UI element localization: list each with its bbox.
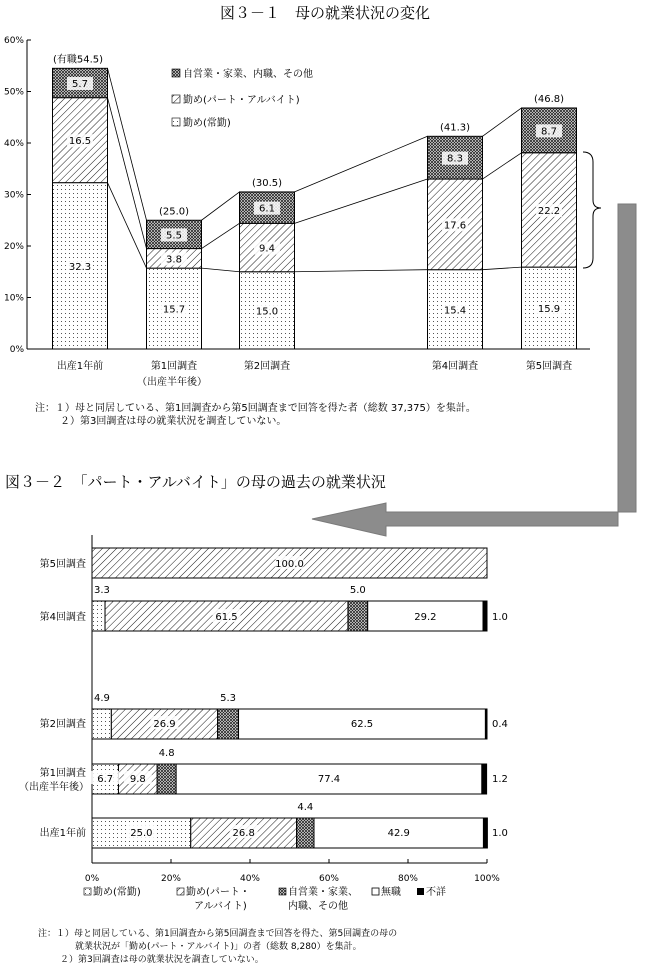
legend2-swatch-fulltime <box>84 888 91 895</box>
legend2-label-unknown: 不詳 <box>426 887 446 898</box>
connector-line <box>483 267 522 270</box>
value-label: 32.3 <box>68 261 92 273</box>
category-label: 第1回調査 <box>39 768 86 779</box>
legend1-label-fulltime: 勤め(常勤) <box>183 118 231 129</box>
y-tick-label: 40% <box>3 139 24 149</box>
chart1-note-1: 注：１）母と同居している、第1回調査から第5回調査まで回答を得た者（総数 37,375）を集計。 <box>35 403 476 414</box>
legend2-label-self-employed-2: 内職、その他 <box>288 901 348 912</box>
value-label: 15.0 <box>255 306 279 318</box>
legend2-label-part-time-1: 勤め(パート・ <box>186 887 250 898</box>
bar-segment <box>482 764 487 794</box>
x-tick-label: 80% <box>397 874 419 884</box>
legend2-swatch-unknown <box>417 888 424 895</box>
value-label: 25.0 <box>130 828 153 839</box>
legend1-label-self-employed: 自営業・家業、内職、その他 <box>183 69 313 80</box>
value-label-above: 5.0 <box>349 585 366 596</box>
legend2-label-fulltime: 勤め(常勤) <box>93 887 141 898</box>
value-label-outside: 1.2 <box>492 774 508 785</box>
legend2-swatch-part-time <box>177 888 184 895</box>
value-label: 6.1 <box>259 203 275 215</box>
value-label: 9.4 <box>259 243 275 255</box>
value-label: 15.9 <box>537 304 561 316</box>
total-label: (有職54.5) <box>52 54 104 66</box>
value-label: 26.9 <box>153 719 176 730</box>
value-label-outside: 0.4 <box>492 719 508 730</box>
bar-segment <box>92 601 105 631</box>
value-label: 6.7 <box>97 774 114 785</box>
value-label: 22.2 <box>537 205 561 217</box>
value-label: 29.2 <box>414 612 437 623</box>
value-label-above: 5.3 <box>220 693 237 704</box>
chart1-bars <box>53 68 577 349</box>
value-label: 3.8 <box>166 254 182 266</box>
value-label-above: 3.3 <box>94 585 110 596</box>
brace-icon <box>583 152 601 268</box>
value-label: 77.4 <box>317 774 341 785</box>
connector-line <box>202 223 240 248</box>
chart1-legend <box>172 67 313 129</box>
y-tick-label: 10% <box>3 293 24 304</box>
category-label: 第2回調査 <box>39 719 86 730</box>
x-tick-label: 第1回調査 <box>150 361 198 372</box>
value-label-above: 4.4 <box>297 802 314 813</box>
connector-line <box>483 153 522 179</box>
value-label: 15.7 <box>162 304 186 316</box>
value-label: 15.4 <box>443 305 467 317</box>
value-label: 42.9 <box>387 828 410 839</box>
connector-line <box>295 179 428 223</box>
bar-segment <box>218 709 239 739</box>
value-label: 61.5 <box>215 612 238 623</box>
connector-line <box>295 270 428 272</box>
connector-line <box>108 68 147 220</box>
value-label-outside: 1.0 <box>492 612 508 623</box>
chart2-note-3: ２）第3回調査は母の就業状況を調査していない。 <box>60 955 264 965</box>
category-label: 出産1年前 <box>39 828 86 839</box>
bar-segment <box>348 601 368 631</box>
value-label: 26.8 <box>232 828 255 839</box>
bar-segment <box>485 709 487 739</box>
chart2-bars <box>92 548 487 848</box>
x-tick-label: 60% <box>318 874 340 884</box>
category-sublabel: （出産半年後） <box>19 782 89 793</box>
y-tick-label: 50% <box>3 87 24 98</box>
legend2-swatch-self-employed <box>279 888 286 895</box>
value-label: 5.7 <box>72 79 88 91</box>
y-tick-label: 60% <box>3 36 24 46</box>
value-label: 5.5 <box>166 230 182 242</box>
legend1-swatch-part-time <box>172 95 180 103</box>
y-tick-label: 0% <box>9 345 24 355</box>
chart2-note-2: 就業状況が「勤め(パート・アルバイト)」の者（総数 8,280）を集計。 <box>75 942 362 952</box>
connector-line <box>295 136 428 192</box>
category-label: 第4回調査 <box>39 612 86 623</box>
x-tick-label: 第5回調査 <box>525 361 573 372</box>
bar-segment <box>297 818 314 848</box>
y-tick-label: 30% <box>3 190 24 201</box>
legend1-swatch-self-employed <box>172 69 180 77</box>
chart2-labels <box>91 556 508 839</box>
value-label-above: 4.9 <box>94 693 110 704</box>
x-tick-sublabel: （出産半年後） <box>137 377 207 388</box>
legend1-swatch-fulltime <box>172 118 180 126</box>
legend2-label-part-time-2: アルバイト) <box>194 901 247 912</box>
legend2-label-self-employed-1: 自営業・家業、 <box>288 887 358 898</box>
value-label: 8.3 <box>447 153 463 165</box>
value-label-above: 4.8 <box>158 748 175 759</box>
y-tick-label: 20% <box>3 242 24 252</box>
bar-segment <box>92 709 111 739</box>
value-label: 17.6 <box>443 220 467 232</box>
legend2-swatch-none <box>372 888 379 895</box>
chart2-note-1: 注：１）母と同居している、第1回調査から第5回調査まで回答を得た、第5回調査の母の <box>38 929 398 939</box>
connector-line <box>202 268 240 272</box>
x-tick-label: 出産1年前 <box>56 361 104 372</box>
x-tick-label: 20% <box>160 874 182 884</box>
x-tick-label: 第2回調査 <box>243 361 291 372</box>
chart1-title: 図３－１ 母の就業状況の変化 <box>219 4 431 22</box>
bar-segment <box>483 601 487 631</box>
value-label: 9.8 <box>129 774 146 785</box>
value-label: 8.7 <box>541 126 557 138</box>
legend1-label-part-time: 勤め(パート・アルバイト) <box>183 95 300 106</box>
total-label: (30.5) <box>251 177 283 189</box>
chart1-note-2: ２）第3回調査は母の就業状況を調査していない。 <box>60 416 287 427</box>
value-label: 16.5 <box>68 136 92 148</box>
chart2-legend <box>84 885 446 912</box>
x-tick-label: 40% <box>239 874 261 884</box>
x-tick-label: 0% <box>84 874 100 884</box>
bar-segment <box>157 764 176 794</box>
legend2-label-none: 無職 <box>381 887 401 898</box>
bar-segment <box>483 818 487 848</box>
category-label: 第5回調査 <box>39 559 86 570</box>
x-tick-label: 第4回調査 <box>431 361 479 372</box>
connector-line <box>202 192 240 220</box>
chart2-title: 図３－２ 「パート・アルバイト」の母の過去の就業状況 <box>5 473 386 491</box>
total-label: (46.8) <box>533 93 565 105</box>
value-label-outside: 1.0 <box>492 828 508 839</box>
value-label: 62.5 <box>350 719 374 730</box>
value-label: 100.0 <box>275 559 304 570</box>
total-label: (41.3) <box>439 122 471 134</box>
x-tick-label: 100% <box>474 874 500 884</box>
connector-line <box>483 108 522 136</box>
total-label: (25.0) <box>158 206 190 218</box>
